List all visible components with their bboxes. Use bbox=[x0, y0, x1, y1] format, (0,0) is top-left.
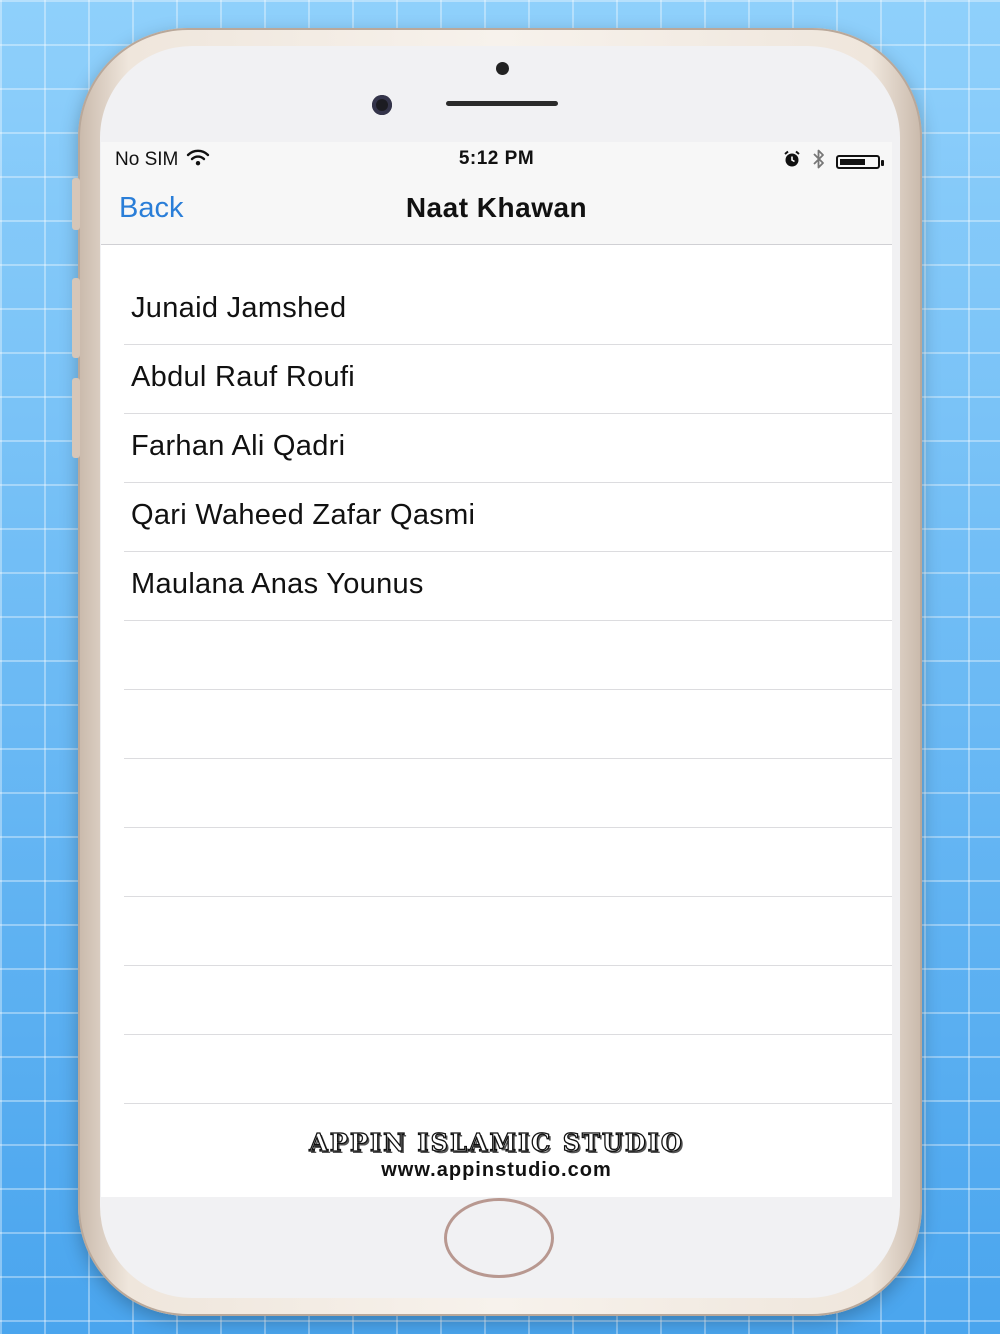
brand-watermark bbox=[101, 1128, 892, 1182]
list-item-label: Qari Waheed Zafar Qasmi bbox=[131, 499, 476, 531]
mute-switch bbox=[72, 178, 80, 230]
screen bbox=[101, 142, 892, 1197]
list-item[interactable] bbox=[124, 552, 892, 621]
battery-level bbox=[840, 159, 865, 165]
empty-row bbox=[124, 828, 892, 897]
status-time: 5:12 PM bbox=[458, 148, 535, 169]
list-item[interactable] bbox=[124, 276, 892, 345]
empty-row bbox=[124, 1035, 892, 1104]
back-button[interactable]: Back bbox=[119, 192, 184, 224]
carrier-label: No SIM bbox=[115, 149, 179, 170]
home-button[interactable] bbox=[444, 1198, 554, 1278]
list-item-label: Junaid Jamshed bbox=[131, 292, 347, 324]
empty-row bbox=[124, 621, 892, 690]
navigation-bar bbox=[101, 178, 892, 245]
volume-down-button bbox=[72, 378, 80, 458]
list-item[interactable] bbox=[124, 483, 892, 552]
brand-name: APPIN ISLAMIC STUDIO bbox=[309, 1128, 684, 1157]
status-right bbox=[782, 148, 880, 176]
alarm-icon bbox=[782, 149, 802, 175]
battery-icon bbox=[836, 155, 880, 169]
earpiece-speaker bbox=[446, 101, 558, 106]
empty-row bbox=[124, 690, 892, 759]
brand-url: www.appinstudio.com bbox=[381, 1159, 612, 1181]
battery-tip bbox=[881, 160, 884, 166]
status-bar bbox=[101, 142, 892, 178]
empty-row bbox=[124, 897, 892, 966]
list-item[interactable] bbox=[124, 345, 892, 414]
list-item-label: Maulana Anas Younus bbox=[131, 568, 424, 600]
list-item-label: Farhan Ali Qadri bbox=[131, 430, 346, 462]
list-item[interactable] bbox=[124, 414, 892, 483]
volume-up-button bbox=[72, 278, 80, 358]
front-camera bbox=[372, 95, 392, 115]
bluetooth-icon bbox=[812, 148, 826, 176]
list-item-label: Abdul Rauf Roufi bbox=[131, 361, 356, 393]
page-title: Naat Khawan bbox=[405, 192, 588, 223]
empty-row bbox=[124, 966, 892, 1035]
naat-khawan-list bbox=[101, 276, 892, 1104]
proximity-sensor bbox=[496, 62, 509, 75]
empty-row bbox=[124, 759, 892, 828]
